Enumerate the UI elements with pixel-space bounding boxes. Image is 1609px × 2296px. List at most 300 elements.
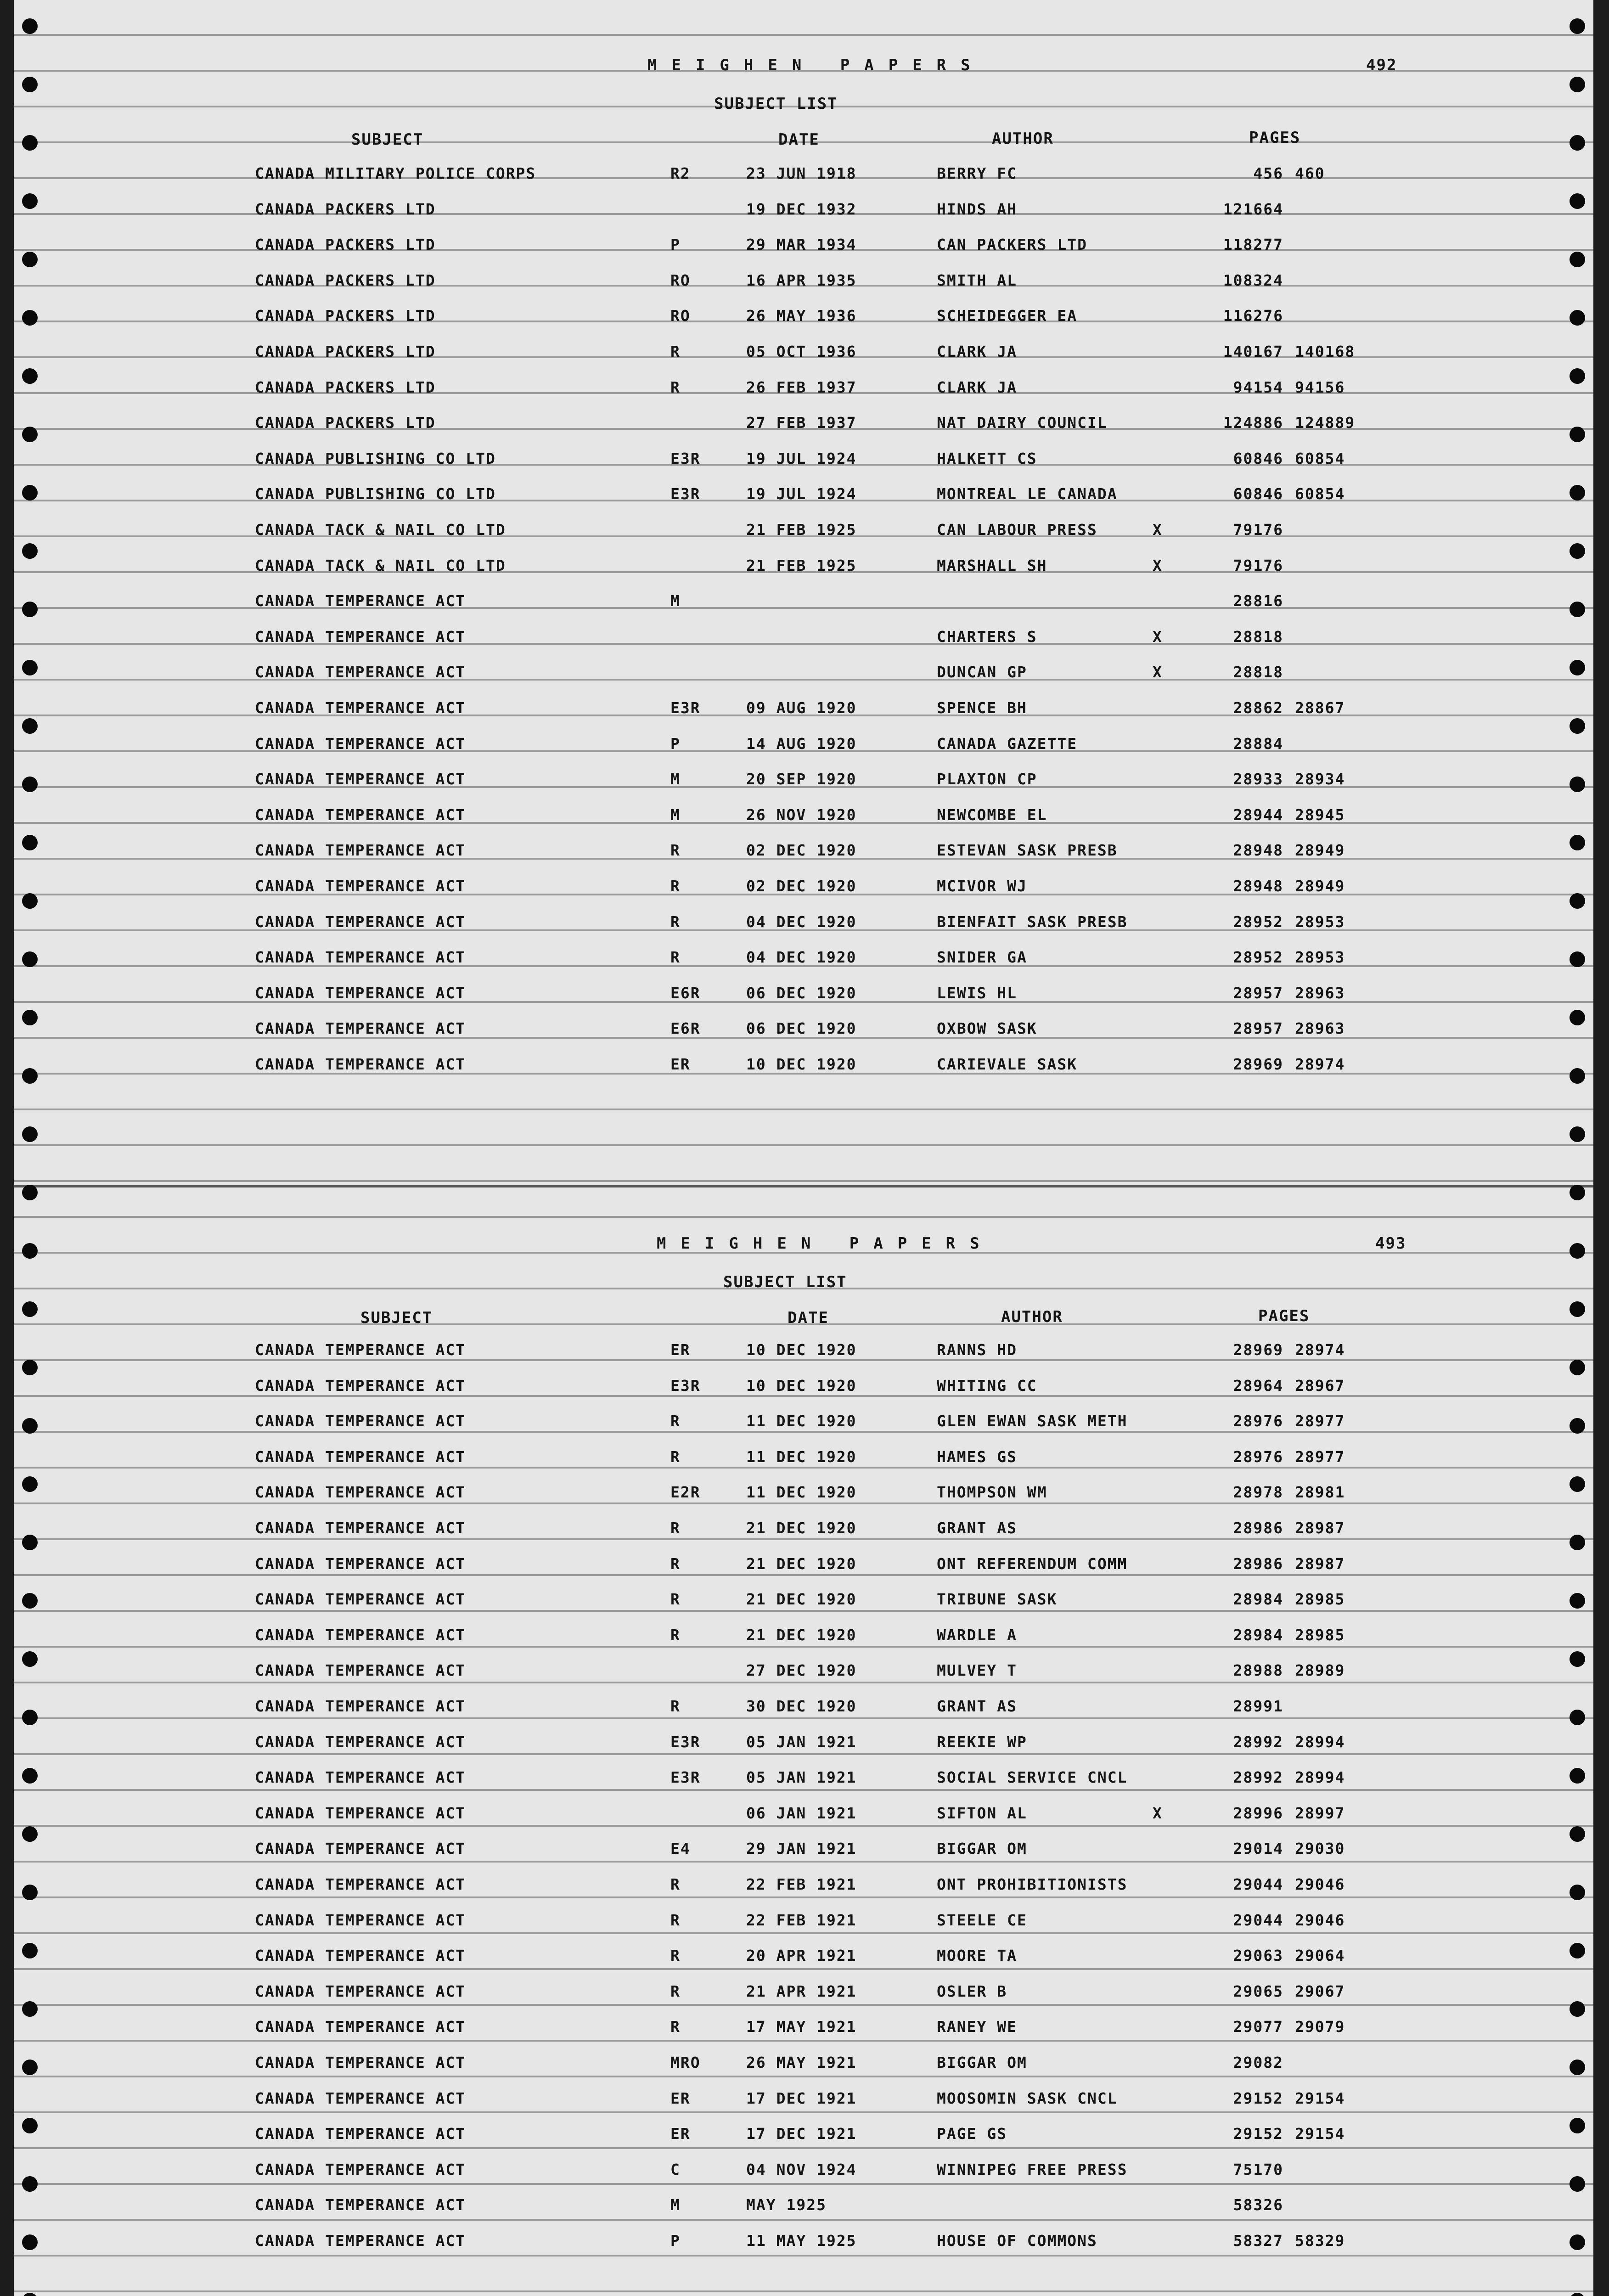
feed-hole xyxy=(1570,951,1585,967)
table-row xyxy=(14,450,1593,485)
page-end-cell: 28974 xyxy=(1295,1341,1345,1359)
column-header-pages: PAGES xyxy=(1258,1307,1310,1325)
code-cell: R xyxy=(670,841,681,860)
date-cell: 04 DEC 1920 xyxy=(746,912,857,931)
page-start-cell: 28957 xyxy=(1233,1019,1283,1038)
page-start-cell: 29044 xyxy=(1233,1875,1283,1893)
author-cell: HINDS AH xyxy=(937,200,1017,218)
feed-hole xyxy=(22,1418,38,1434)
feed-hole xyxy=(1570,135,1585,151)
feed-hole xyxy=(22,1126,38,1142)
code-cell: R xyxy=(670,877,681,895)
code-cell: R xyxy=(670,1875,681,1893)
page-end-cell: 60854 xyxy=(1295,449,1345,467)
subject-cell: CANADA TEMPERANCE ACT xyxy=(255,592,466,610)
code-cell: ER xyxy=(670,2089,691,2107)
date-cell: 21 FEB 1925 xyxy=(746,521,857,539)
page-start-cell: 28948 xyxy=(1233,877,1283,895)
code-cell: R xyxy=(670,2018,681,2036)
author-cell: TRIBUNE SASK xyxy=(937,1590,1058,1609)
table-row xyxy=(14,877,1593,913)
date-cell: 19 JUL 1924 xyxy=(746,449,857,467)
page-start-cell: 108324 xyxy=(1223,271,1283,289)
subject-cell: CANADA TEMPERANCE ACT xyxy=(255,1947,466,1965)
subject-cell: CANADA TEMPERANCE ACT xyxy=(255,699,466,717)
author-cell: SIFTON AL xyxy=(937,1804,1027,1822)
date-cell: MAY 1925 xyxy=(746,2196,827,2214)
page-end-cell: 94156 xyxy=(1295,378,1345,396)
code-cell: R xyxy=(670,1412,681,1430)
feed-hole xyxy=(1570,77,1585,92)
feed-hole xyxy=(22,368,38,384)
feed-hole xyxy=(22,777,38,792)
page-end-cell: 28967 xyxy=(1295,1376,1345,1395)
page-end-cell: 28989 xyxy=(1295,1661,1345,1680)
code-cell: M xyxy=(670,805,681,824)
code-cell: RO xyxy=(670,307,691,325)
author-cell: SCHEIDEGGER EA xyxy=(937,307,1078,325)
table-row xyxy=(14,2018,1593,2054)
date-cell: 20 APR 1921 xyxy=(746,1947,857,1965)
feed-hole xyxy=(22,1943,38,1958)
page-end-cell: 28977 xyxy=(1295,1447,1345,1466)
date-cell: 26 MAY 1921 xyxy=(746,2054,857,2071)
feed-hole xyxy=(1570,1418,1585,1434)
page-start-cell: 29063 xyxy=(1233,1947,1283,1965)
subject-cell: CANADA TEMPERANCE ACT xyxy=(255,805,466,824)
feed-hole xyxy=(22,951,38,967)
author-cell: GRANT AS xyxy=(937,1697,1017,1715)
date-cell: 21 FEB 1925 xyxy=(746,556,857,574)
code-cell: ER xyxy=(670,2125,691,2143)
date-cell: 06 DEC 1920 xyxy=(746,984,857,1002)
author-cell: WARDLE A xyxy=(937,1626,1017,1644)
page-title: MEIGHEN PAPERS xyxy=(647,56,985,74)
subject-cell: CANADA PUBLISHING CO LTD xyxy=(255,449,496,467)
page-end-cell: 28949 xyxy=(1295,877,1345,895)
subject-list-heading: SUBJECT LIST xyxy=(714,95,838,113)
page-start-cell: 118277 xyxy=(1223,236,1283,254)
page-start-cell: 28884 xyxy=(1233,734,1283,753)
date-cell: 27 FEB 1937 xyxy=(746,414,857,432)
subject-cell: CANADA TEMPERANCE ACT xyxy=(255,912,466,931)
page-start-cell: 58326 xyxy=(1233,2196,1283,2214)
author-cell: MONTREAL LE CANADA xyxy=(937,485,1118,503)
page-end-cell: 29079 xyxy=(1295,2018,1345,2036)
date-cell: 05 JAN 1921 xyxy=(746,1733,857,1751)
page-start-cell: 28862 xyxy=(1233,699,1283,717)
subject-cell: CANADA TEMPERANCE ACT xyxy=(255,1911,466,1929)
subject-cell: CANADA TEMPERANCE ACT xyxy=(255,2160,466,2178)
author-cell: RANEY WE xyxy=(937,2018,1017,2036)
date-cell: 05 JAN 1921 xyxy=(746,1768,857,1787)
table-row xyxy=(14,557,1593,592)
author-cell: CLARK JA xyxy=(937,378,1017,396)
feed-hole xyxy=(22,2118,38,2133)
feed-hole xyxy=(1570,1301,1585,1317)
table-row xyxy=(14,521,1593,557)
author-cell: BERRY FC xyxy=(937,164,1017,182)
subject-cell: CANADA TEMPERANCE ACT xyxy=(255,1412,466,1430)
feed-hole xyxy=(1570,1826,1585,1842)
page-start-cell: 28986 xyxy=(1233,1554,1283,1573)
feed-hole xyxy=(22,1185,38,1200)
date-cell: 02 DEC 1920 xyxy=(746,841,857,860)
subject-cell: CANADA TEMPERANCE ACT xyxy=(255,1554,466,1573)
code-cell: RO xyxy=(670,271,691,289)
subject-cell: CANADA TEMPERANCE ACT xyxy=(255,2018,466,2036)
feed-hole xyxy=(22,1768,38,1784)
feed-hole xyxy=(1570,18,1585,34)
feed-hole xyxy=(22,2001,38,2017)
date-cell: 21 DEC 1920 xyxy=(746,1626,857,1644)
subject-cell: CANADA TEMPERANCE ACT xyxy=(255,1519,466,1537)
page-end-cell: 124889 xyxy=(1295,414,1356,432)
feed-hole xyxy=(22,18,38,34)
date-cell: 26 FEB 1937 xyxy=(746,378,857,396)
mark-cell: X xyxy=(1153,627,1163,646)
subject-cell: CANADA TEMPERANCE ACT xyxy=(255,663,466,681)
author-cell: SNIDER GA xyxy=(937,948,1027,967)
feed-hole xyxy=(22,77,38,92)
subject-cell: CANADA TEMPERANCE ACT xyxy=(255,1341,466,1359)
page-end-cell: 28945 xyxy=(1295,805,1345,824)
author-cell: REEKIE WP xyxy=(937,1733,1027,1751)
author-cell: HOUSE OF COMMONS xyxy=(937,2232,1097,2250)
feed-hole xyxy=(1570,1010,1585,1025)
subject-cell: CANADA TEMPERANCE ACT xyxy=(255,1590,466,1609)
subject-cell: CANADA TEMPERANCE ACT xyxy=(255,1840,466,1858)
page-start-cell: 28948 xyxy=(1233,841,1283,860)
feed-hole xyxy=(1570,835,1585,850)
author-cell: CAN PACKERS LTD xyxy=(937,236,1088,254)
author-cell: MULVEY T xyxy=(937,1661,1017,1680)
page-end-cell: 28985 xyxy=(1295,1626,1345,1644)
feed-hole xyxy=(22,1243,38,1259)
page-end-cell: 28953 xyxy=(1295,912,1345,931)
subject-cell: CANADA PUBLISHING CO LTD xyxy=(255,485,496,503)
page-start-cell: 140167 xyxy=(1223,343,1283,360)
author-cell: ONT PROHIBITIONISTS xyxy=(937,1875,1128,1893)
feed-hole xyxy=(1570,893,1585,909)
printout-sheet xyxy=(14,0,1593,2296)
page-end-cell: 28974 xyxy=(1295,1055,1345,1073)
feed-hole xyxy=(1570,310,1585,326)
table-row xyxy=(14,1947,1593,1982)
page-end-cell: 28867 xyxy=(1295,699,1345,717)
page-start-cell: 28933 xyxy=(1233,770,1283,788)
feed-hole xyxy=(1570,1126,1585,1142)
page-start-cell: 28984 xyxy=(1233,1590,1283,1609)
subject-cell: CANADA TEMPERANCE ACT xyxy=(255,877,466,895)
table-row xyxy=(14,2161,1593,2196)
page-end-cell: 29046 xyxy=(1295,1911,1345,1929)
page-end-cell: 60854 xyxy=(1295,485,1345,503)
date-cell: 17 DEC 1921 xyxy=(746,2089,857,2107)
subject-cell: CANADA TEMPERANCE ACT xyxy=(255,2196,466,2214)
table-row xyxy=(14,663,1593,699)
table-row xyxy=(14,1626,1593,1662)
table-row xyxy=(14,1661,1593,1697)
page-number: 493 xyxy=(1375,1234,1406,1253)
subject-cell: CANADA TEMPERANCE ACT xyxy=(255,948,466,967)
table-row xyxy=(14,841,1593,877)
code-cell: R xyxy=(670,1626,681,1644)
subject-cell: CANADA PACKERS LTD xyxy=(255,414,436,432)
feed-hole xyxy=(22,1651,38,1667)
mark-cell: X xyxy=(1153,663,1163,681)
date-cell: 22 FEB 1921 xyxy=(746,1911,857,1929)
page-start-cell: 28986 xyxy=(1233,1519,1283,1537)
page-end-cell: 29154 xyxy=(1295,2125,1345,2143)
code-cell: R xyxy=(670,1519,681,1537)
table-row xyxy=(14,236,1593,271)
date-cell: 21 DEC 1920 xyxy=(746,1590,857,1609)
page-start-cell: 28996 xyxy=(1233,1804,1283,1822)
code-cell: E3R xyxy=(670,1376,701,1395)
date-cell: 16 APR 1935 xyxy=(746,271,857,289)
page-end-cell: 140168 xyxy=(1295,343,1356,360)
feed-hole xyxy=(1570,1185,1585,1200)
code-cell: ER xyxy=(670,1055,691,1073)
author-cell: CHARTERS S xyxy=(937,627,1037,646)
table-row xyxy=(14,200,1593,236)
feed-hole xyxy=(1570,2234,1585,2250)
subject-cell: CANADA TEMPERANCE ACT xyxy=(255,1447,466,1466)
date-cell: 02 DEC 1920 xyxy=(746,877,857,895)
table-row xyxy=(14,1911,1593,1947)
subject-cell: CANADA TEMPERANCE ACT xyxy=(255,1483,466,1502)
feed-hole xyxy=(1570,1885,1585,1900)
page-end-cell: 28997 xyxy=(1295,1804,1345,1822)
author-cell: PLAXTON CP xyxy=(937,770,1037,788)
page-start-cell: 29077 xyxy=(1233,2018,1283,2036)
mark-cell: X xyxy=(1153,521,1163,539)
code-cell: E3R xyxy=(670,699,701,717)
code-cell: R xyxy=(670,912,681,931)
feed-hole xyxy=(22,252,38,267)
feed-hole xyxy=(1570,1243,1585,1259)
author-cell: HAMES GS xyxy=(937,1447,1017,1466)
table-row xyxy=(14,1377,1593,1412)
page-start-cell: 28964 xyxy=(1233,1376,1283,1395)
feed-hole xyxy=(1570,2118,1585,2133)
code-cell: E4 xyxy=(670,1840,691,1858)
table-row xyxy=(14,1483,1593,1519)
date-cell: 21 DEC 1920 xyxy=(746,1519,857,1537)
date-cell: 06 DEC 1920 xyxy=(746,1019,857,1038)
page-start-cell: 124886 xyxy=(1223,414,1283,432)
author-cell: SPENCE BH xyxy=(937,699,1027,717)
code-cell: ER xyxy=(670,1341,691,1359)
date-cell: 17 MAY 1921 xyxy=(746,2018,857,2036)
table-row xyxy=(14,271,1593,307)
date-cell: 11 DEC 1920 xyxy=(746,1447,857,1466)
code-cell: P xyxy=(670,734,681,753)
code-cell: E6R xyxy=(670,1019,701,1038)
table-row xyxy=(14,1555,1593,1591)
feed-hole xyxy=(22,543,38,559)
code-cell: R xyxy=(670,1590,681,1609)
table-row xyxy=(14,378,1593,414)
feed-hole xyxy=(1570,660,1585,675)
table-row xyxy=(14,485,1593,521)
feed-hole xyxy=(22,602,38,617)
code-cell: E3R xyxy=(670,1733,701,1751)
author-cell: ONT REFERENDUM COMM xyxy=(937,1554,1128,1573)
column-header-date: DATE xyxy=(788,1309,829,1327)
subject-cell: CANADA TEMPERANCE ACT xyxy=(255,1055,466,1073)
page-end-cell: 28987 xyxy=(1295,1554,1345,1573)
page-end-cell: 28994 xyxy=(1295,1768,1345,1787)
page-start-cell: 28818 xyxy=(1233,663,1283,681)
code-cell: R xyxy=(670,1982,681,2000)
code-cell: R xyxy=(670,1911,681,1929)
author-cell: MCIVOR WJ xyxy=(937,877,1027,895)
table-row xyxy=(14,948,1593,984)
feed-hole xyxy=(1570,1768,1585,1784)
feed-hole xyxy=(22,1476,38,1492)
page-start-cell: 28944 xyxy=(1233,805,1283,824)
column-header-pages: PAGES xyxy=(1249,129,1301,147)
table-row xyxy=(14,1055,1593,1091)
date-cell: 21 APR 1921 xyxy=(746,1982,857,2000)
feed-hole xyxy=(1570,602,1585,617)
subject-cell: CANADA TEMPERANCE ACT xyxy=(255,1875,466,1893)
author-cell: OSLER B xyxy=(937,1982,1007,2000)
table-row xyxy=(14,307,1593,343)
page-end-cell: 460 xyxy=(1295,164,1325,182)
author-cell: LEWIS HL xyxy=(937,984,1017,1002)
code-cell: M xyxy=(670,770,681,788)
table-row xyxy=(14,414,1593,450)
author-cell: SOCIAL SERVICE CNCL xyxy=(937,1768,1128,1787)
subject-cell: CANADA TEMPERANCE ACT xyxy=(255,841,466,860)
subject-cell: CANADA TEMPERANCE ACT xyxy=(255,1733,466,1751)
feed-hole xyxy=(22,1010,38,1025)
feed-hole xyxy=(22,1535,38,1550)
author-cell: WHITING CC xyxy=(937,1376,1037,1395)
feed-hole xyxy=(1570,193,1585,209)
table-row xyxy=(14,913,1593,949)
page-start-cell: 28816 xyxy=(1233,592,1283,610)
feed-hole xyxy=(22,660,38,675)
table-row xyxy=(14,1448,1593,1484)
subject-cell: CANADA TEMPERANCE ACT xyxy=(255,1804,466,1822)
page-end-cell: 28953 xyxy=(1295,948,1345,967)
code-cell: R xyxy=(670,1697,681,1715)
date-cell: 17 DEC 1921 xyxy=(746,2125,857,2143)
table-row xyxy=(14,1697,1593,1733)
feed-hole xyxy=(1570,1535,1585,1550)
date-cell: 06 JAN 1921 xyxy=(746,1804,857,1822)
subject-cell: CANADA TEMPERANCE ACT xyxy=(255,1019,466,1038)
feed-hole xyxy=(1570,1068,1585,1084)
date-cell: 10 DEC 1920 xyxy=(746,1341,857,1359)
code-cell: R xyxy=(670,343,681,360)
page-end-cell: 28977 xyxy=(1295,1412,1345,1430)
subject-cell: CANADA PACKERS LTD xyxy=(255,200,436,218)
date-cell: 11 DEC 1920 xyxy=(746,1483,857,1502)
column-header-author: AUTHOR xyxy=(992,129,1054,148)
feed-hole xyxy=(1570,718,1585,734)
table-row xyxy=(14,699,1593,735)
feed-hole xyxy=(1570,1360,1585,1375)
page-start-cell: 28976 xyxy=(1233,1412,1283,1430)
table-row xyxy=(14,1519,1593,1555)
subject-cell: CANADA TEMPERANCE ACT xyxy=(255,2089,466,2107)
date-cell: 09 AUG 1920 xyxy=(746,699,857,717)
table-row xyxy=(14,2232,1593,2268)
page-start-cell: 28984 xyxy=(1233,1626,1283,1644)
subject-cell: CANADA TEMPERANCE ACT xyxy=(255,627,466,646)
subject-cell: CANADA PACKERS LTD xyxy=(255,271,436,289)
date-cell: 14 AUG 1920 xyxy=(746,734,857,753)
feed-hole xyxy=(22,310,38,326)
feed-hole xyxy=(1570,427,1585,442)
table-row xyxy=(14,1733,1593,1769)
page-number: 492 xyxy=(1366,56,1397,74)
date-cell: 23 JUN 1918 xyxy=(746,164,857,182)
feed-hole xyxy=(22,135,38,151)
code-cell: E3R xyxy=(670,449,701,467)
column-header-date: DATE xyxy=(778,130,820,149)
page-start-cell: 79176 xyxy=(1233,521,1283,539)
page-start-cell: 28969 xyxy=(1233,1055,1283,1073)
page-start-cell: 29065 xyxy=(1233,1982,1283,2000)
feed-hole xyxy=(22,1885,38,1900)
feed-hole xyxy=(1570,777,1585,792)
code-cell: R xyxy=(670,1447,681,1466)
page-end-cell: 28981 xyxy=(1295,1483,1345,1502)
subject-cell: CANADA TEMPERANCE ACT xyxy=(255,1697,466,1715)
page-start-cell: 75170 xyxy=(1233,2160,1283,2178)
subject-cell: CANADA TEMPERANCE ACT xyxy=(255,2232,466,2250)
page-start-cell: 29014 xyxy=(1233,1840,1283,1858)
page-end-cell: 28985 xyxy=(1295,1590,1345,1609)
author-cell: NAT DAIRY COUNCIL xyxy=(937,414,1108,432)
page-end-cell: 28963 xyxy=(1295,984,1345,1002)
page-end-cell: 29067 xyxy=(1295,1982,1345,2000)
feed-hole xyxy=(22,2060,38,2075)
author-cell: STEELE CE xyxy=(937,1911,1027,1929)
table-row xyxy=(14,164,1593,200)
page-start-cell: 28957 xyxy=(1233,984,1283,1002)
subject-cell: CANADA TEMPERANCE ACT xyxy=(255,2054,466,2071)
date-cell: 11 MAY 1925 xyxy=(746,2232,857,2250)
page-end-cell: 28949 xyxy=(1295,841,1345,860)
date-cell: 11 DEC 1920 xyxy=(746,1412,857,1430)
author-cell: CAN LABOUR PRESS xyxy=(937,521,1097,539)
table-row xyxy=(14,806,1593,842)
subject-cell: CANADA PACKERS LTD xyxy=(255,236,436,254)
author-cell: CARIEVALE SASK xyxy=(937,1055,1078,1073)
feed-hole xyxy=(1570,2176,1585,2192)
date-cell: 29 MAR 1934 xyxy=(746,236,857,254)
feed-hole xyxy=(1570,1651,1585,1667)
table-row xyxy=(14,770,1593,806)
page-start-cell: 121664 xyxy=(1223,200,1283,218)
code-cell: E3R xyxy=(670,1768,701,1787)
author-cell: MOOSOMIN SASK CNCL xyxy=(937,2089,1118,2107)
page-start-cell: 29152 xyxy=(1233,2089,1283,2107)
code-cell: P xyxy=(670,2232,681,2250)
date-cell: 05 OCT 1936 xyxy=(746,343,857,360)
page-start-cell: 58327 xyxy=(1233,2232,1283,2250)
feed-hole xyxy=(1570,543,1585,559)
subject-cell: CANADA MILITARY POLICE CORPS xyxy=(255,164,536,182)
subject-list-heading: SUBJECT LIST xyxy=(723,1273,847,1291)
